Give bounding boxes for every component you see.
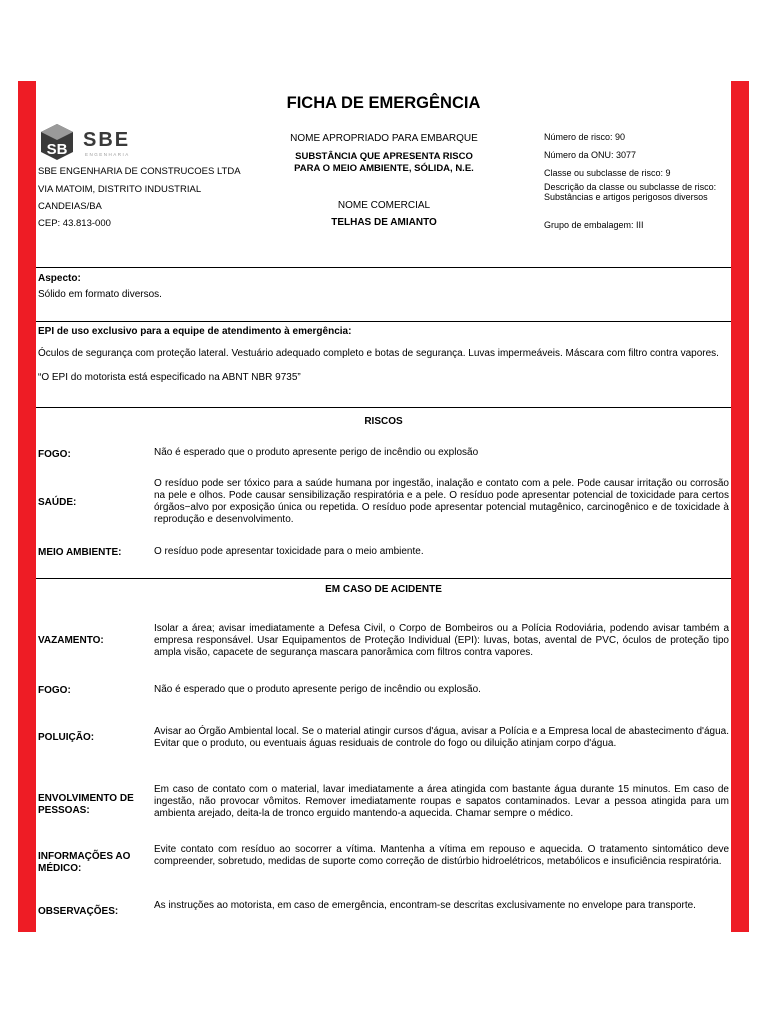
accident-text-fogo: Não é esperado que o produto apresente perigo de incêndio ou explosão. <box>154 684 481 695</box>
epi-text: Óculos de segurança com proteção lateral. Vestuário adequado completo e botas de segurança. Luvas impermeáveis. Máscara com filtro contra vapores. <box>38 348 719 359</box>
svg-text:SB: SB <box>46 141 68 158</box>
shipping-name-line1: SUBSTÂNCIA QUE APRESENTA RISCO <box>295 151 473 162</box>
company-cep: CEP: 43.813-000 <box>38 218 111 229</box>
risk-label-meio-ambiente: MEIO AMBIENTE: <box>38 547 122 558</box>
accident-text-informacoes: Evite contato com resíduo ao socorrer a vítima. Mantenha a vítima em repouso e aquecida. O tratamento sintomático deve compreender, sobretudo, medidas de suporte como correção de distúrbio hidroelétricos, metabólicos e insuficiência respiratória. <box>154 844 729 867</box>
risk-text-saude: O resíduo pode ser tóxico para a saúde humana por ingestão, inalação e contato com a pele. Pode causar irritação ou corrosão na pele e olhos. Pode causar sensibilização respiratória e a pele. O resíduo pode apresentar potencial de toxicidade para certos órgãos−alvo por exposição única ou repetida. O resíduo pode apresentar potencial mutagênico, carcinogênico e de toxicidade à reprodução e desenvolvimento. <box>154 478 729 525</box>
accident-label-poluicao: POLUIÇÃO: <box>38 732 95 743</box>
risk-number: Número de risco: 90 <box>544 132 626 142</box>
commercial-name-label: NOME COMERCIAL <box>337 200 431 211</box>
epi-note: “O EPI do motorista está especificado na ABNT NBR 9735” <box>38 372 301 383</box>
accident-label-vazamento: VAZAMENTO: <box>38 635 104 646</box>
accident-label-observacoes: OBSERVAÇÕES: <box>38 906 119 917</box>
aspect-label: Aspecto: <box>38 273 81 284</box>
aspect-text: Sólido em formato diversos. <box>38 289 162 300</box>
accident-text-vazamento: Isolar a área; avisar imediatamente a Defesa Civil, o Corpo de Bombeiros ou a Polícia Rodoviária, podendo avisar também a empresa responsável. Usar Equipamentos de Proteção Individual (EPI): luvas, botas, avental de PVC, óculos de proteção tipo ampla visão, capacete de segurança mascara panorâmica com filtros contra vapores. <box>154 623 729 658</box>
svg-text:SBE: SBE <box>83 129 131 151</box>
divider <box>36 578 731 579</box>
risk-text-fogo: Não é esperado que o produto apresente perigo de incêndio ou explosão <box>154 447 479 458</box>
risk-text-meio-ambiente: O resíduo pode apresentar toxicidade para o meio ambiente. <box>154 546 424 557</box>
emergency-sheet <box>36 81 731 932</box>
commercial-name: TELHAS DE AMIANTO <box>331 217 437 228</box>
right-red-border <box>731 81 749 932</box>
page-title: FICHA DE EMERGÊNCIA <box>286 94 481 112</box>
left-red-border <box>18 81 36 932</box>
divider <box>36 267 731 268</box>
class-description: Descrição da classe ou subclasse de risco: Substâncias e artigos perigosos diversos <box>544 182 717 202</box>
company-city: CANDEIAS/BA <box>38 201 102 212</box>
section-heading-acidente: EM CASO DE ACIDENTE <box>325 584 442 595</box>
company-name: SBE ENGENHARIA DE CONSTRUCOES LTDA <box>38 166 241 177</box>
sbe-logo-icon <box>39 123 151 161</box>
company-logo <box>39 123 151 161</box>
section-heading-riscos: RISCOS <box>364 416 403 427</box>
accident-label-fogo: FOGO: <box>38 685 71 696</box>
shipping-name <box>266 151 502 175</box>
risk-label-fogo: FOGO: <box>38 449 71 460</box>
accident-text-observacoes: As instruções ao motorista, em caso de emergência, encontram-se descritas exclusivamente no envelope para transporte. <box>154 900 696 911</box>
divider <box>36 407 731 408</box>
shipping-name-line2: PARA O MEIO AMBIENTE, SÓLIDA, N.E. <box>294 163 474 174</box>
accident-text-poluicao: Avisar ao Órgão Ambiental local. Se o material atingir cursos d'água, avisar a Polícia e a Empresa local de abastecimento d'água. Evitar que o produto, ou eventuais águas residuais de controle do fogo ou diluição atinjam corpo d'água. <box>154 726 729 749</box>
company-address: VIA MATOIM, DISTRITO INDUSTRIAL <box>38 184 202 195</box>
onu-number: Número da ONU: 3077 <box>544 150 637 160</box>
shipping-name-label: NOME APROPRIADO PARA EMBARQUE <box>290 133 478 144</box>
risk-class: Classe ou subclasse de risco: 9 <box>544 168 671 178</box>
accident-label-envolvimento: ENVOLVIMENTO DE PESSOAS: <box>38 793 134 816</box>
divider <box>36 321 731 322</box>
risk-label-saude: SAÚDE: <box>38 497 77 508</box>
svg-text:ENGENHARIA: ENGENHARIA <box>85 152 130 157</box>
epi-label: EPI de uso exclusivo para a equipe de atendimento à emergência: <box>38 326 352 337</box>
packing-group: Grupo de embalagem: III <box>544 220 644 230</box>
accident-text-envolvimento: Em caso de contato com o material, lavar imediatamente a área atingida com bastante água durante 15 minutos. Em caso de ingestão, não provocar vômitos. Remover imediatamente roupas e sapatos contaminados. Levar a pessoa atingida para um ambienta arejado, deita-la de tronco erguido mantendo-a aquecida. Chamar sempre o médico. <box>154 784 729 819</box>
accident-label-informacoes: INFORMAÇÕES AO MÉDICO: <box>38 851 131 874</box>
